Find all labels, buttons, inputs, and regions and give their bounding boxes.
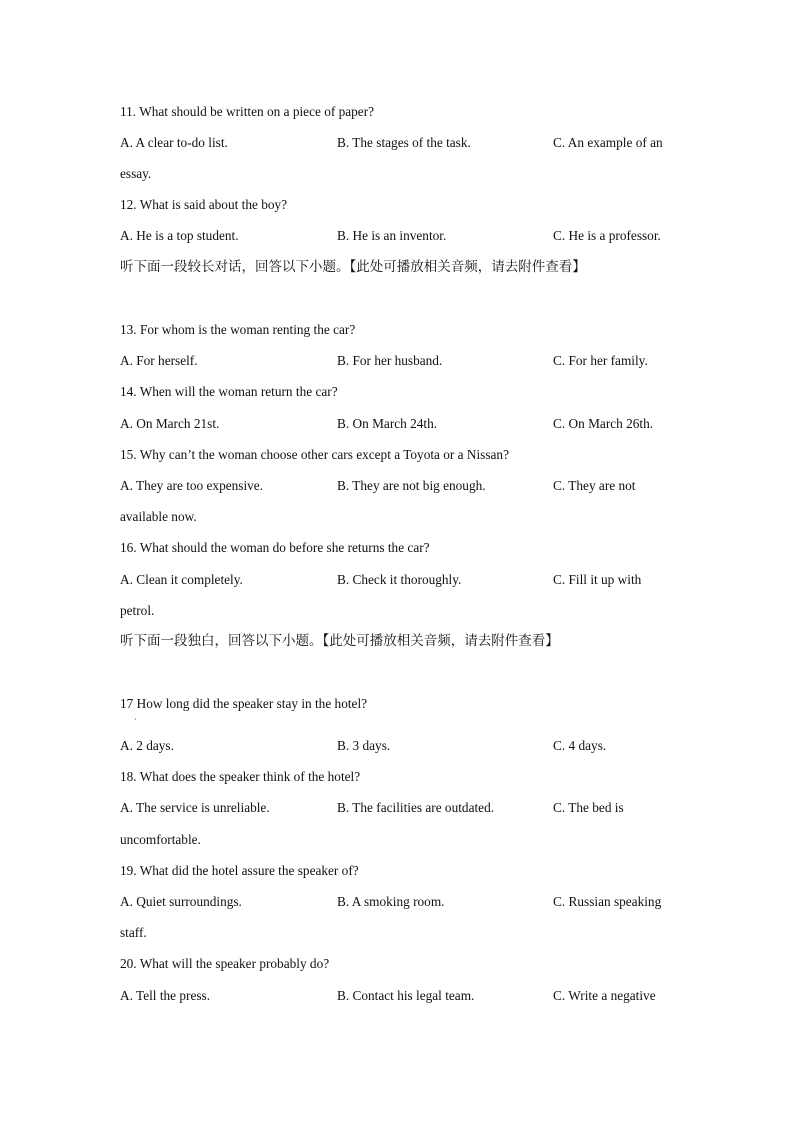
q14-option-a: A. On March 21st. bbox=[120, 416, 220, 431]
q11-option-c: C. An example of an bbox=[553, 135, 663, 150]
q19-option-c-continued: staff. bbox=[120, 925, 147, 940]
q15-option-c: C. They are not bbox=[553, 478, 636, 493]
q17-option-a: A. 2 days. bbox=[120, 738, 174, 753]
question-19: 19. What did the hotel assure the speaker of? bbox=[120, 863, 359, 878]
q13-option-c: C. For her family. bbox=[553, 353, 648, 368]
q18-option-c-continued: uncomfortable. bbox=[120, 832, 201, 847]
q14-option-b: B. On March 24th. bbox=[337, 416, 438, 431]
q17-option-b: B. 3 days. bbox=[337, 738, 391, 753]
q20-option-b: B. Contact his legal team. bbox=[337, 988, 475, 1003]
question-20: 20. What will the speaker probably do? bbox=[120, 956, 330, 971]
q18-option-b: B. The facilities are outdated. bbox=[337, 800, 495, 815]
question-13: 13. For whom is the woman renting the car? bbox=[120, 322, 356, 337]
q17-option-c: C. 4 days. bbox=[553, 738, 607, 753]
q13-option-a: A. For herself. bbox=[120, 353, 198, 368]
q13-option-b: B. For her husband. bbox=[337, 353, 443, 368]
q15-option-a: A. They are too expensive. bbox=[120, 478, 264, 493]
q18-option-c: C. The bed is bbox=[553, 800, 624, 815]
section-instruction-dialogue: 听下面一段较长对话，回答以下小题。【此处可播放相关音频，请去附件查看】 bbox=[120, 259, 586, 275]
stray-dot-mark: · bbox=[134, 715, 137, 724]
q20-option-c: C. Write a negative bbox=[553, 988, 656, 1003]
q11-option-c-continued: essay. bbox=[120, 166, 152, 181]
q19-option-c: C. Russian speaking bbox=[553, 894, 662, 909]
q20-option-a: A. Tell the press. bbox=[120, 988, 211, 1003]
q12-option-c: C. He is a professor. bbox=[553, 228, 661, 243]
q16-option-c: C. Fill it up with bbox=[553, 572, 642, 587]
question-11: 11. What should be written on a piece of paper? bbox=[120, 104, 375, 119]
question-18: 18. What does the speaker think of the hotel? bbox=[120, 769, 361, 784]
q16-option-a: A. Clean it completely. bbox=[120, 572, 243, 587]
question-17: 17 How long did the speaker stay in the hotel? bbox=[120, 696, 368, 711]
question-15: 15. Why can’t the woman choose other cars except a Toyota or a Nissan? bbox=[120, 447, 509, 462]
section-instruction-monologue: 听下面一段独白，回答以下小题。【此处可播放相关音频，请去附件查看】 bbox=[120, 633, 559, 649]
q14-option-c: C. On March 26th. bbox=[553, 416, 654, 431]
q11-option-b: B. The stages of the task. bbox=[337, 135, 471, 150]
q19-option-a: A. Quiet surroundings. bbox=[120, 894, 242, 909]
question-16: 16. What should the woman do before she returns the car? bbox=[120, 540, 430, 555]
question-14: 14. When will the woman return the car? bbox=[120, 384, 338, 399]
q16-option-c-continued: petrol. bbox=[120, 603, 155, 618]
question-12: 12. What is said about the boy? bbox=[120, 197, 288, 212]
q15-option-b: B. They are not big enough. bbox=[337, 478, 486, 493]
q11-option-a: A. A clear to-do list. bbox=[120, 135, 228, 150]
q16-option-b: B. Check it thoroughly. bbox=[337, 572, 462, 587]
q18-option-a: A. The service is unreliable. bbox=[120, 800, 270, 815]
q12-option-b: B. He is an inventor. bbox=[337, 228, 447, 243]
q12-option-a: A. He is a top student. bbox=[120, 228, 239, 243]
q19-option-b: B. A smoking room. bbox=[337, 894, 445, 909]
q15-option-c-continued: available now. bbox=[120, 509, 197, 524]
